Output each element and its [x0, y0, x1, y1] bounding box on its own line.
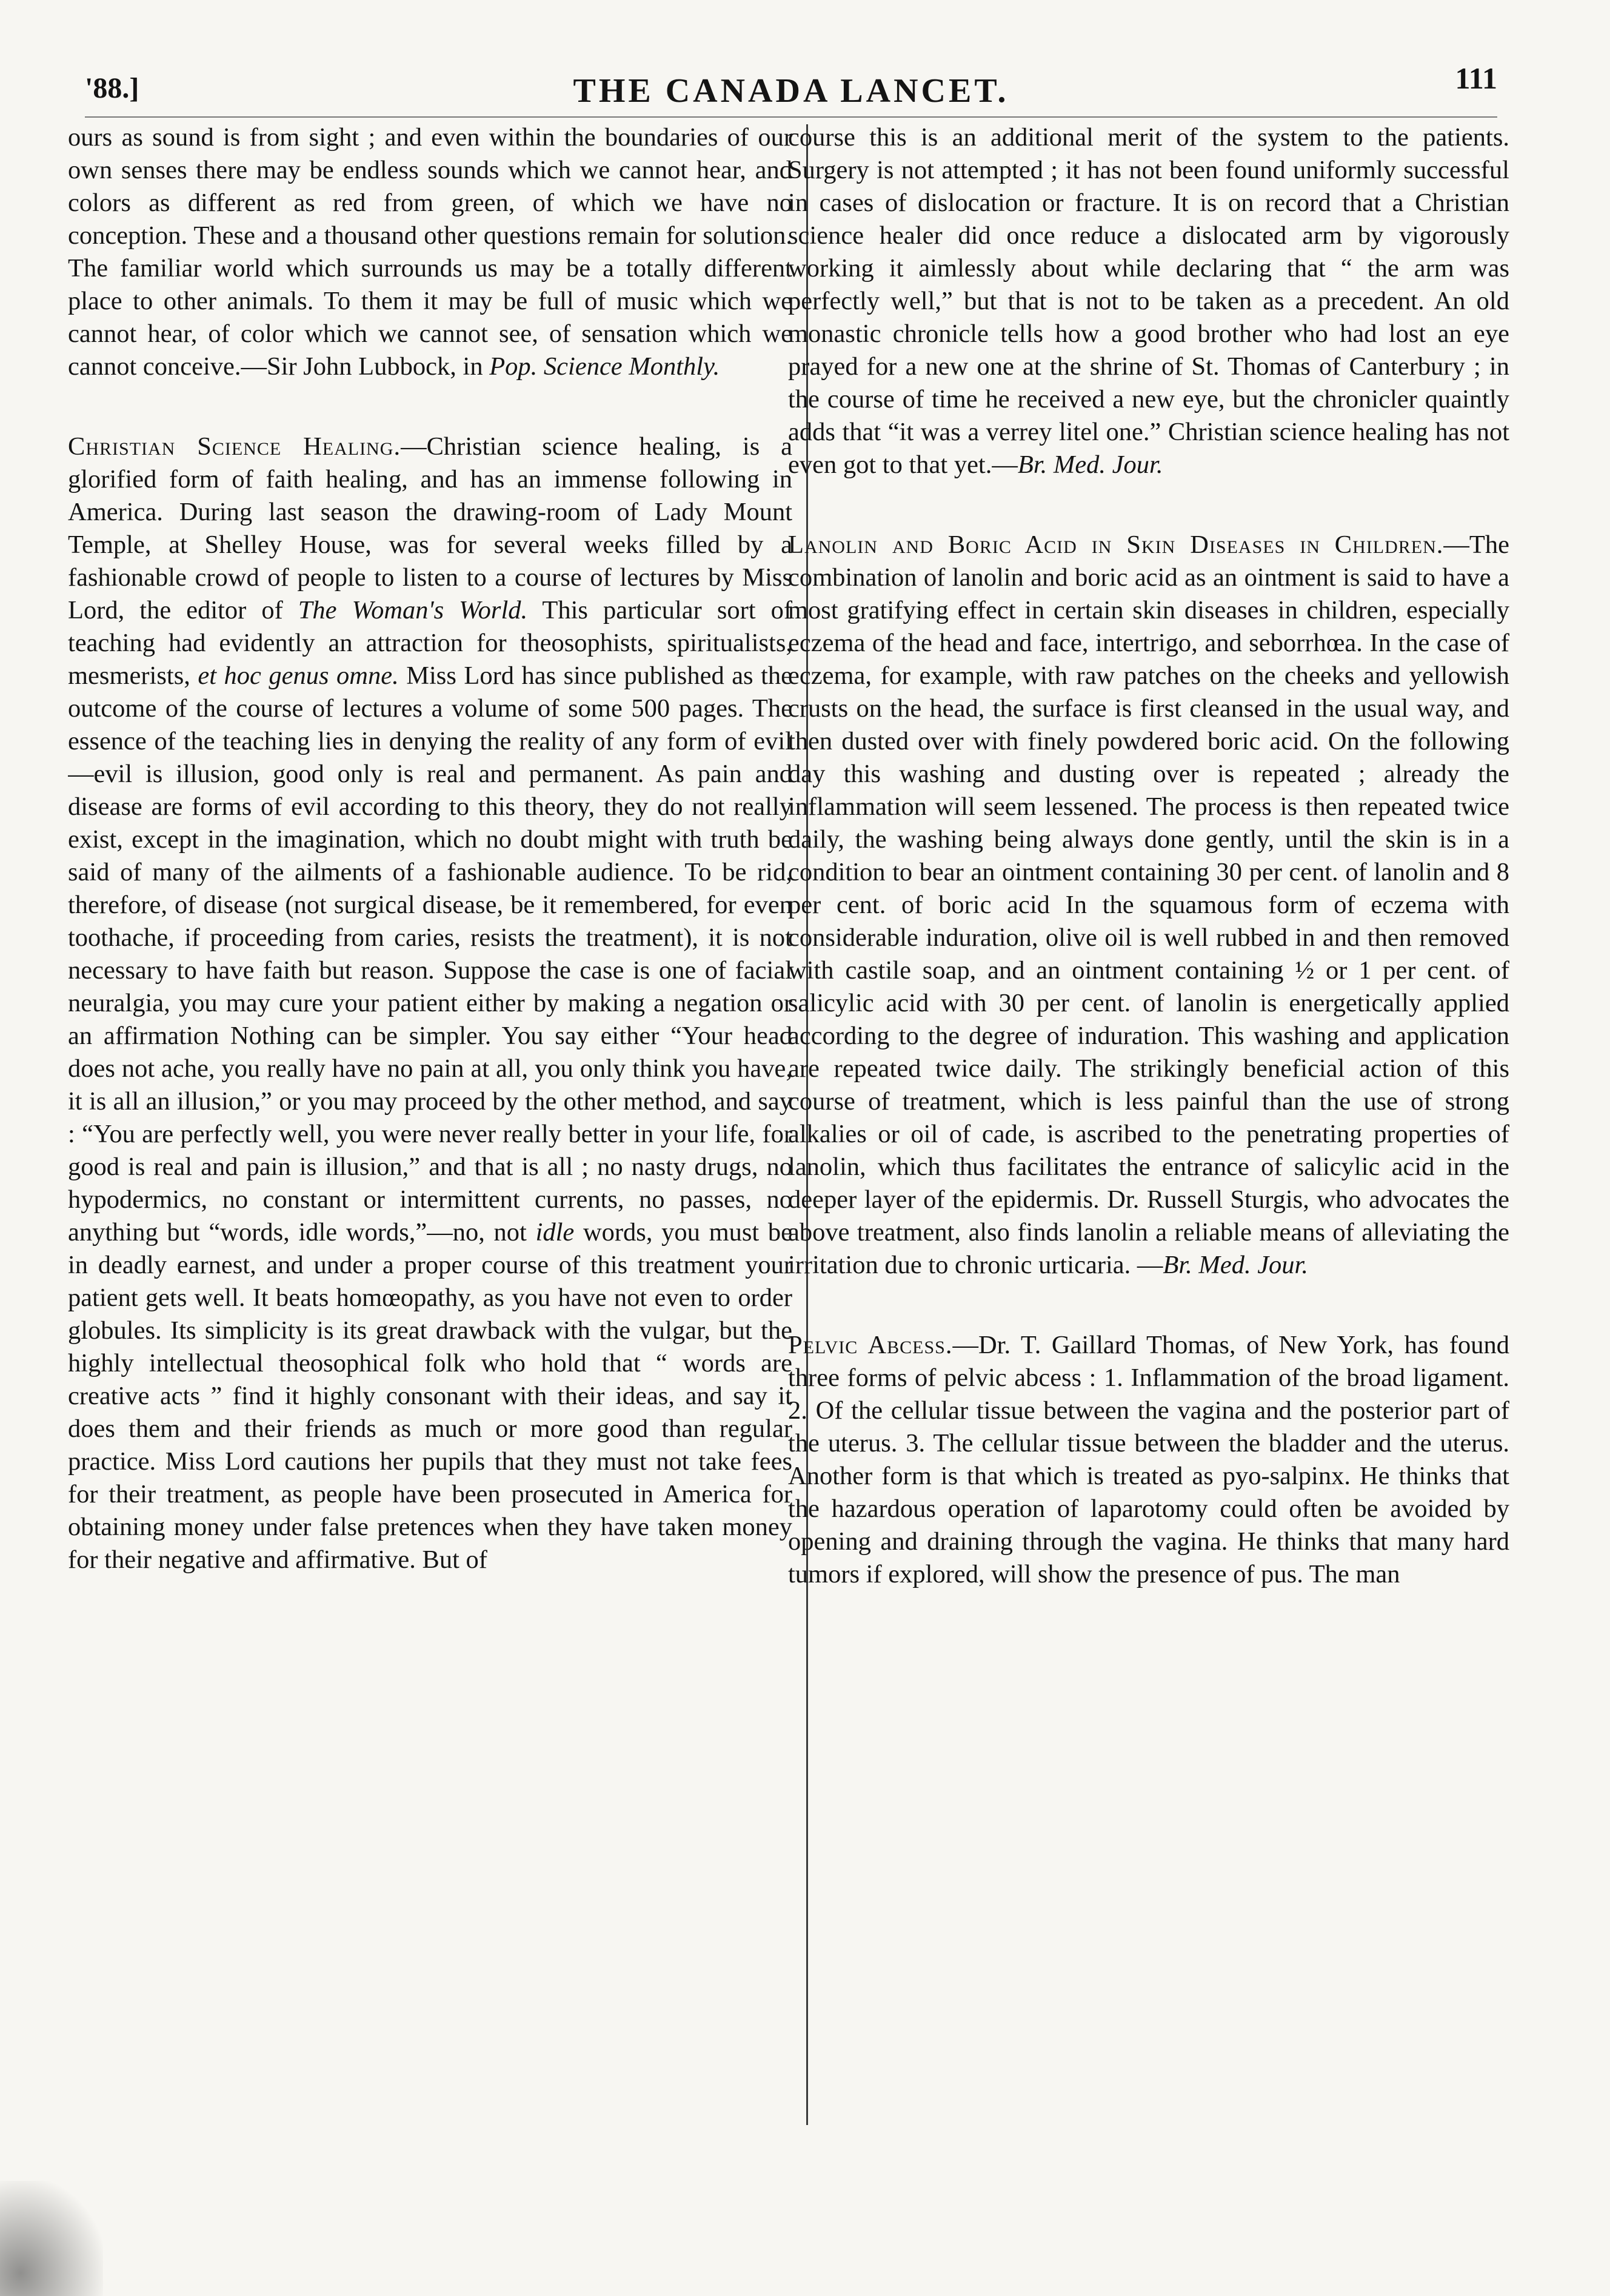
journal-title: THE CANADA LANCET. — [573, 72, 1009, 110]
article-title: Christian Science Healing. — [68, 432, 401, 461]
article-title: Lanolin and Boric Acid in Skin Diseases in Children. — [788, 530, 1444, 559]
article-christian-science-healing: Christian Science Healing.—Christian science healing, is a glorified form of faith healing, and has an immense following in America. During last season the drawing-room of Lady Mount Temple, at Shelley House, was for several weeks filled by a fashionable crowd of people to listen to a course of lectures by Miss Lord, the editor of The Woman's World. This particular sort of teaching had evidently an attraction for theosophists, spiritualists, mesmerists, et hoc genus omne. Miss Lord has since published as the outcome of the course of lectures a volume of some 500 pages. The essence of the teaching lies in denying the reality of any form of evil—evil is illusion, good only is real and permanent. As pain and disease are forms of evil according to this theory, they do not really exist, except in the imagination, which no doubt might with truth be said of many of the ailments of a fashionable audience. To be rid, therefore, of disease (not surgical disease, be it remembered, for even toothache, if proceeding from caries, resists the treatment), it is not necessary to have faith but reason. Suppose the case is one of facial neuralgia, you may cure your patient either by making a negation or an affirmation Nothing can be simpler. You say either “Your head does not ache, you really have no pain at all, you only think you have, it is all an illusion,” or you may proceed by the other method, and say : “You are perfectly well, you were never really better in your life, for good is real and pain is illusion,” and that is all ; no nasty drugs, no hypodermics, no constant or intermittent currents, no passes, no anything but “words, idle words,”—no, not idle words, you must be in deadly earnest, and under a proper course of this treatment your patient gets well. It beats homœopathy, as you have not even to order globules. Its simplicity is its great drawback with the vulgar, but the highly intellectual theosophical folk who hold that “ words are creative acts ” find it highly consonant with their ideas, and say it does them and their friends as much or more good than regular practice. Miss Lord cautions her pupils that they must not take fees for their treatment, as people have been prosecuted in America for obtaining money under false pretences when they have taken money for their negative and affirmative. But of — [68, 432, 792, 1574]
article-pelvic-abcess: Pelvic Abcess.—Dr. T. Gaillard Thomas, of New York, has found three forms of pelvic abcess : 1. Inflammation of the broad ligament. 2. Of the cellular tissue between the vagina and the posterior part of the uterus. 3. The cellular tissue between the bladder and the uterus. Another form is that which is treated as pyo-salpinx. He thinks that the hazardous operation of laparotomy could often be avoided by opening and draining through the vagina. He thinks that many hard tumors if explored, will show the presence of pus. The man — [788, 1331, 1509, 1588]
right-column — [788, 121, 1509, 2201]
header-rule — [85, 116, 1497, 118]
year-marker: '88.] — [85, 72, 139, 104]
running-head — [85, 61, 1497, 115]
continued-paragraph: course this is an additional merit of the system to the patients. Surgery is not attempted ; it has not been found uniformly successful in cases of dislocation or fracture. It is on record that a Christian science healer did once reduce a dislocated arm by vigorously working it aimlessly about while declaring that “ the arm was perfectly well,” but that is not to be taken as a precedent. An old monastic chronicle tells how a good brother who had lost an eye prayed for a new one at the shrine of St. Thomas of Canterbury ; in the course of time he received a new eye, but the chronicler quaintly adds that “it was a verrey litel one.” Christian science healing has not even got to that yet.—Br. Med. Jour. — [788, 123, 1509, 479]
source-citation: Br. Med. Jour. — [1017, 450, 1163, 479]
left-column — [68, 121, 792, 2201]
continued-paragraph: ours as sound is from sight ; and even within the boundaries of our own senses there may be endless sounds which we cannot hear, and colors as different as red from green, of which we have no conception. These and a thousand other questions remain for solution. The familiar world which surrounds us may be a totally different place to other animals. To them it may be full of music which we cannot hear, of color which we cannot see, of sensation which we cannot conceive.—Sir John Lubbock, in Pop. Science Monthly. — [68, 123, 792, 381]
source-citation: Pop. Science Monthly. — [489, 352, 720, 381]
page-number: 111 — [1455, 61, 1497, 95]
article-title: Pelvic Abcess. — [788, 1331, 953, 1359]
source-citation: Br. Med. Jour. — [1163, 1251, 1309, 1279]
article-lanolin-boric-acid: Lanolin and Boric Acid in Skin Diseases in Children.—The combination of lanolin and boric acid as an ointment is said to have a most gratifying effect in certain skin diseases in children, especially eczema of the head and face, intertrigo, and seborrhœa. In the case of eczema, for example, with raw patches on the cheeks and yellowish crusts on the head, the surface is first cleansed in the usual way, and then dusted over with finely powdered boric acid. On the following day this washing and dusting over is repeated ; already the inflammation will seem lessened. The process is then repeated twice daily, the washing being always done gently, until the skin is in a condition to bear an ointment containing 30 per cent. of lanolin and 8 per cent. of boric acid In the squamous form of eczema with considerable induration, olive oil is well rubbed in and then removed with castile soap, and an ointment containing ½ or 1 per cent. of salicylic acid with 30 per cent. of lanolin is energetically applied according to the degree of induration. This washing and application are repeated twice daily. The strikingly beneficial action of this course of treatment, which is less painful than the use of strong alkalies or oil of cade, is ascribed to the penetrating properties of lanolin, which thus facilitates the entrance of salicylic acid in the deeper layer of the epidermis. Dr. Russell Sturgis, who advocates the above treatment, also finds lanolin a reliable means of alleviating the irritation due to chronic urticaria. —Br. Med. Jour. — [788, 530, 1509, 1279]
ink-smudge — [0, 2181, 103, 2296]
